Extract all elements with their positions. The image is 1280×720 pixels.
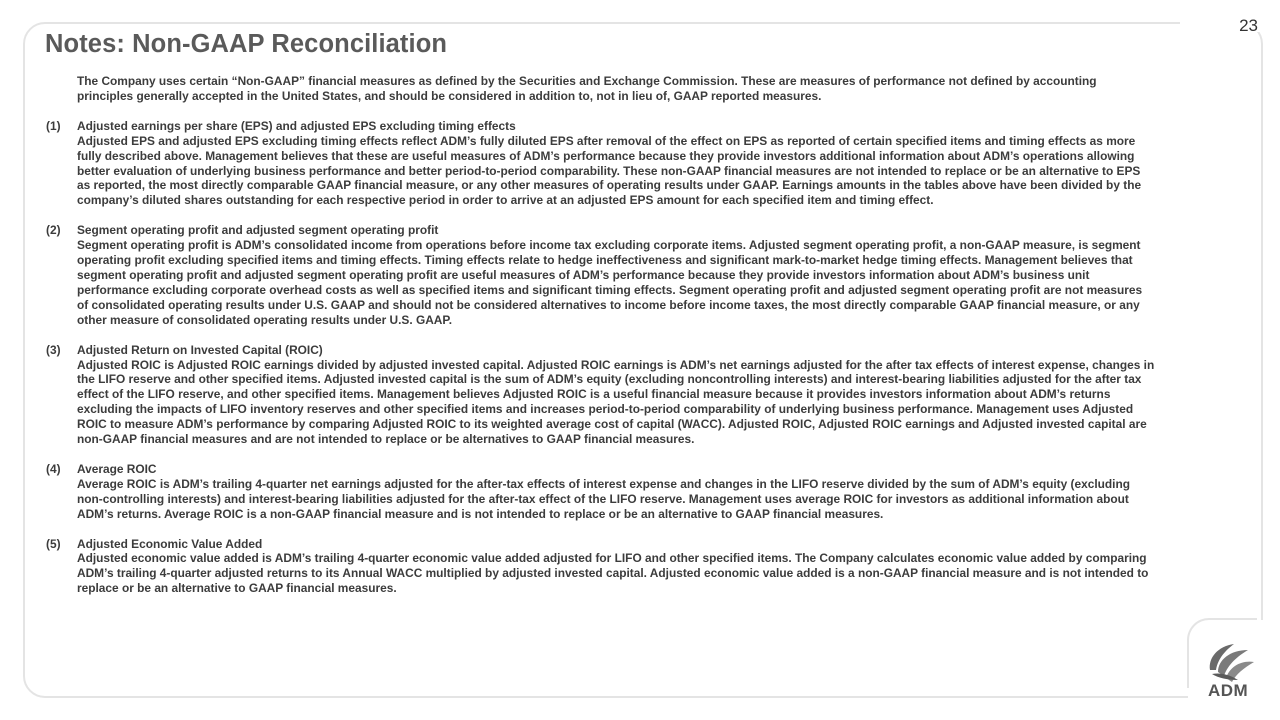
note-heading: Adjusted earnings per share (EPS) and adjusted EPS excluding timing effects	[77, 118, 516, 133]
slide-title: Notes: Non-GAAP Reconciliation	[45, 30, 448, 58]
intro-paragraph: The Company uses certain “Non-GAAP” financial measures as defined by the Securities and Exchange Commission. These are measures of performance not defined by accounting principles generally accepted in the United States, and should be considered in addition to, not in lieu of, GAAP reported measures.	[77, 74, 1097, 103]
note-item	[46, 537, 1156, 597]
note-item	[46, 462, 1156, 522]
note-heading: Average ROIC	[77, 461, 157, 476]
adm-logo-text: ADM	[1208, 681, 1249, 700]
note-body	[77, 119, 1156, 208]
note-heading: Segment operating profit and adjusted segment operating profit	[77, 223, 439, 238]
note-body	[77, 537, 1156, 597]
note-text: Adjusted ROIC is Adjusted ROIC earnings divided by adjusted invested capital. Adjusted ROIC earnings is ADM’s net earnings adjusted for the after tax effects of interest expense, changes in the LIFO reserve and other specified items. Adjusted invested capital is the sum of ADM’s equity (excluding noncontrolling interests) and interest-bearing liabilities adjusted for the after tax effect of the LIFO reserve, and other specified items. Management believes Adjusted ROIC is a useful financial measure because it provides investors information about ADM’s returns excluding the impacts of LIFO inventory reserves and other specified items and increases period-to-period comparability of underlying business performance. Management uses Adjusted ROIC to measure ADM’s performance by comparing Adjusted ROIC to its weighted average cost of capital (WACC). Adjusted ROIC, Adjusted ROIC earnings and Adjusted invested capital are non-GAAP financial measures and are not intended to replace or be alternatives to GAAP financial measures.	[77, 357, 1155, 447]
note-text: Adjusted EPS and adjusted EPS excluding timing effects reflect ADM’s fully diluted EPS after removal of the effect on EPS as reported of certain specified items and timing effects as more fully described above. Management believes that these are useful measures of ADM’s performance because they provide investors additional information about ADM’s operations allowing better evaluation of underlying business performance and better period-to-period comparability. These non-GAAP financial measures are not intended to replace or be an alternative to EPS as reported, the most directly comparable GAAP financial measure, or any other measures of operating results under GAAP. Earnings amounts in the tables above have been divided by the company’s diluted shares outstanding for each respective period in order to arrive at an adjusted EPS amount for each specified item and timing effect.	[77, 133, 1142, 208]
note-number: (4)	[46, 461, 61, 476]
note-item	[46, 343, 1156, 447]
page-number: 23	[1239, 16, 1258, 35]
note-number: (1)	[46, 118, 61, 133]
notes-content	[46, 74, 1156, 611]
note-text: Segment operating profit is ADM’s consolidated income from operations before income tax excluding corporate items. Adjusted segment operating profit, a non-GAAP measure, is segment operating profit excluding specified items and timing effects. Timing effects relate to hedge ineffectiveness and significant mark-to-market hedge timing effects. Management believes that segment operating profit and adjusted segment operating profit are useful measures of ADM’s performance because they provide investors information about ADM’s business unit performance excluding corporate overhead costs as well as specified items and significant timing effects. Segment operating profit and adjusted segment operating profit are not measures of consolidated operating results under U.S. GAAP and should not be considered alternatives to income before income taxes, the most directly comparable GAAP financial measure, or any other measure of consolidated operating results under U.S. GAAP.	[77, 238, 1143, 327]
note-item	[46, 119, 1156, 208]
note-text: Adjusted economic value added is ADM’s trailing 4-quarter economic value added adjusted for LIFO and other specified items. The Company calculates economic value added by comparing ADM’s trailing 4-quarter adjusted returns to its Annual WACC multiplied by adjusted invested capital. Adjusted economic value added is a non-GAAP financial measure and is not intended to replace or be an alternative to GAAP financial measures.	[77, 551, 1149, 596]
note-heading: Adjusted Economic Value Added	[77, 536, 263, 551]
note-text: Average ROIC is ADM’s trailing 4-quarter net earnings adjusted for the after-tax effects of interest expense and changes in the LIFO reserve divided by the sum of ADM’s equity (excluding non-controlling interests) and interest-bearing liabilities adjusted for the after-tax effect of the LIFO reserve. Management uses average ROIC for investors as additional information about ADM’s returns. Average ROIC is a non-GAAP financial measure and is not intended to replace or be an alternative to GAAP financial measures.	[77, 476, 1130, 521]
note-number: (3)	[46, 342, 61, 357]
frame-gap-top	[1180, 14, 1280, 32]
note-number: (2)	[46, 223, 61, 238]
note-body	[77, 462, 1156, 522]
note-body	[77, 223, 1156, 327]
note-body	[77, 343, 1156, 447]
note-heading: Adjusted Return on Invested Capital (ROIC)	[77, 342, 323, 357]
note-number: (5)	[46, 536, 61, 551]
note-item	[46, 223, 1156, 327]
